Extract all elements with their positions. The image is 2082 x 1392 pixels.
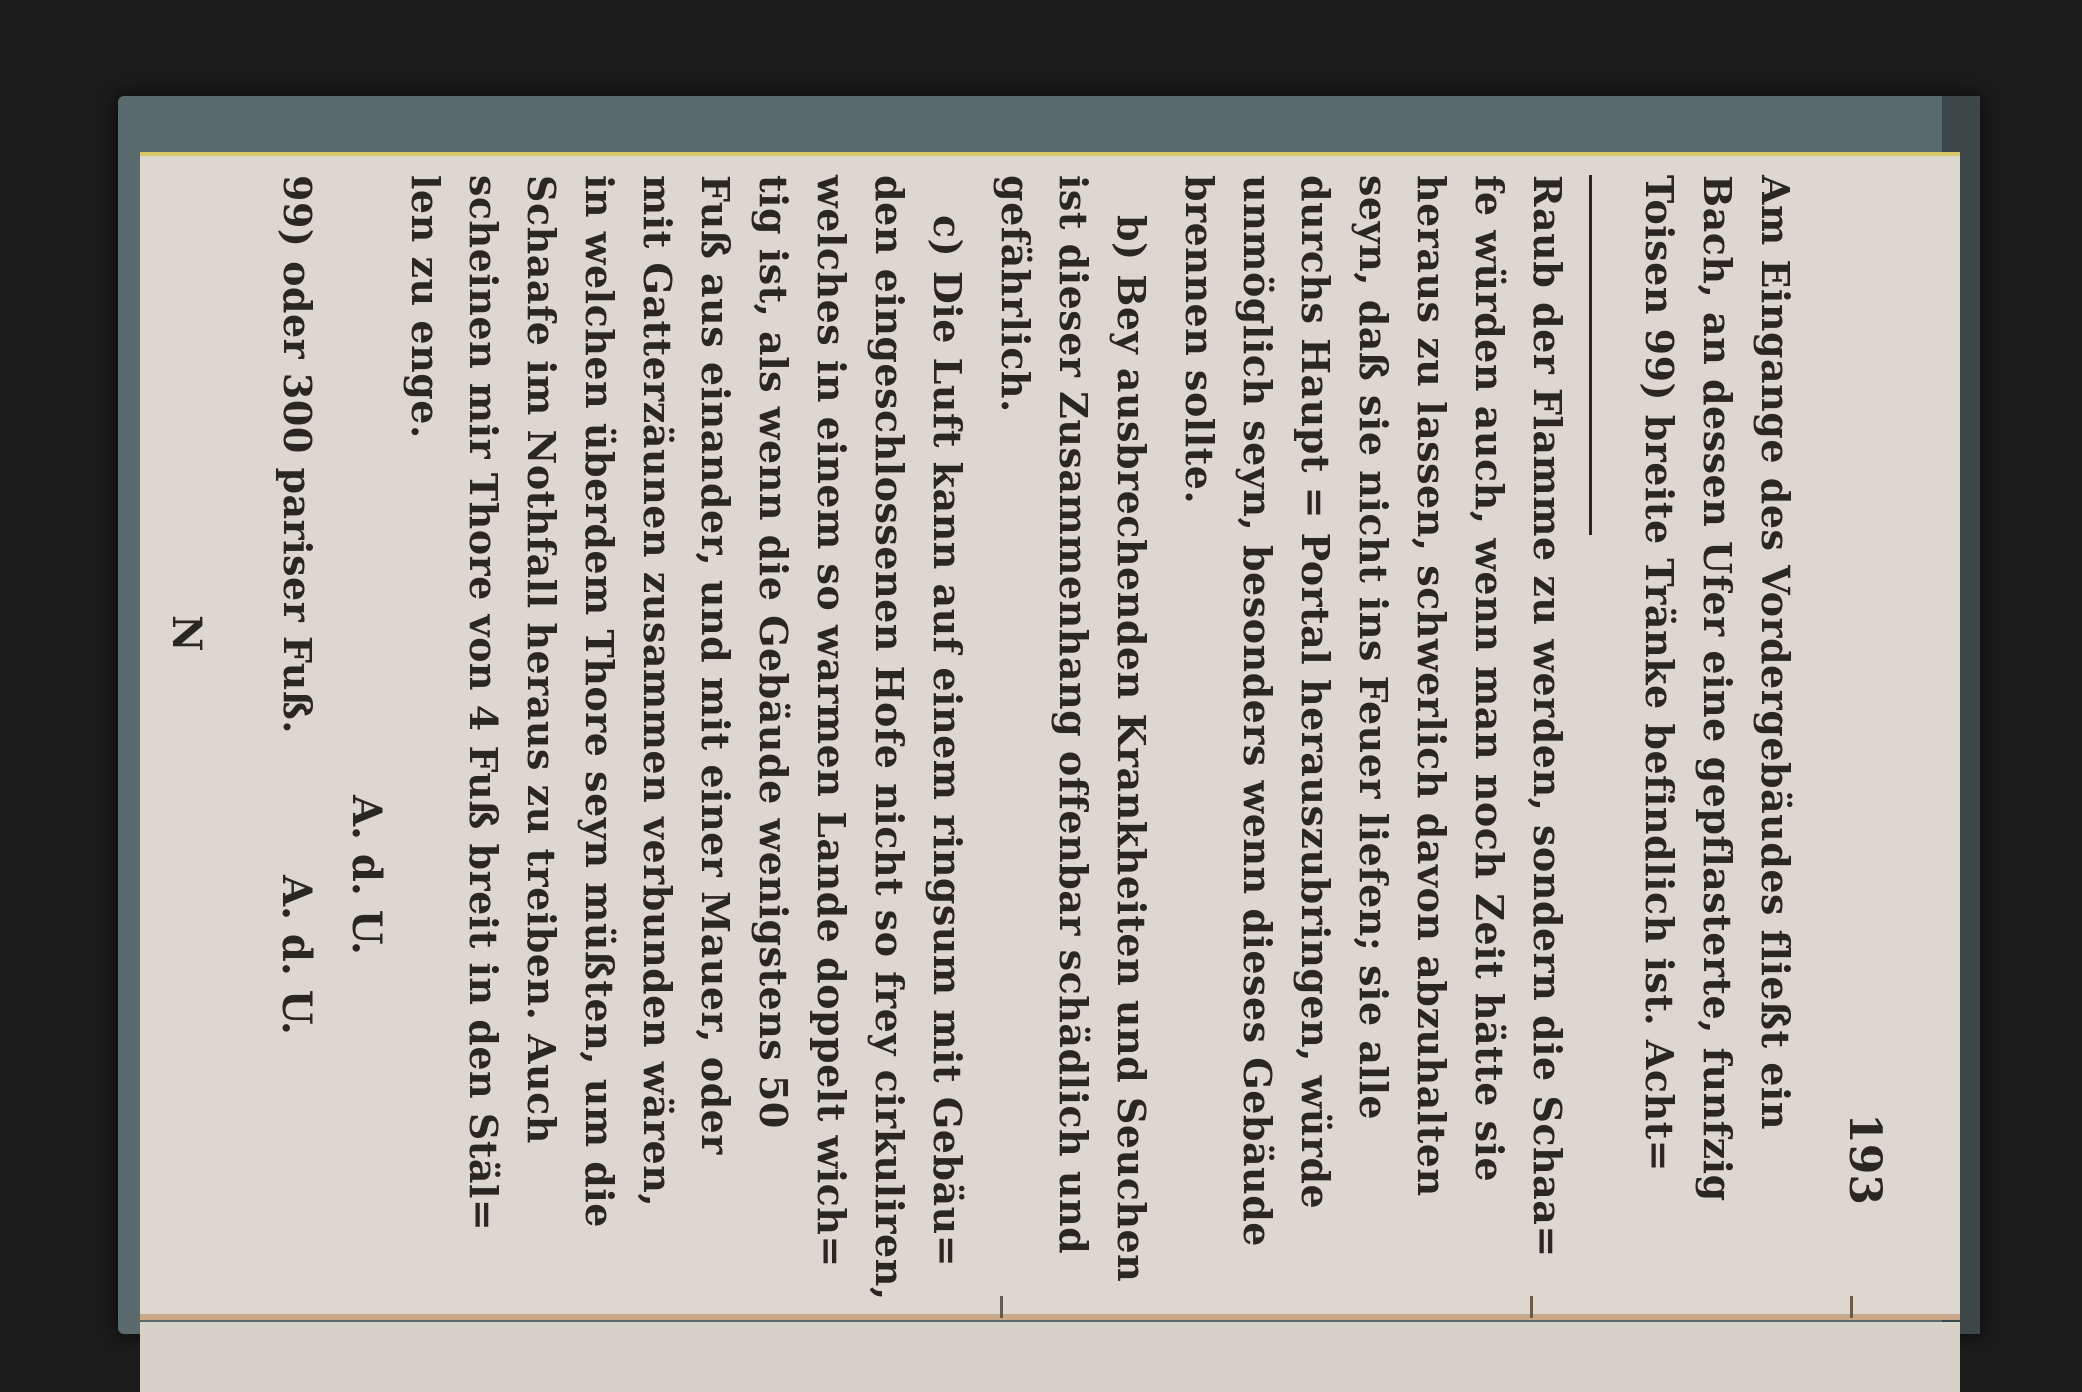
text-line: tig ist, als wenn die Gebäude wenigstens 50 — [751, 175, 796, 1129]
text-line: scheinen mir Thore von 4 Fuß breit in den Stäl= — [461, 175, 506, 1232]
signature-mark: N — [163, 615, 210, 652]
text-line: den eingeschlossenen Hofe nicht so frey cirkuliren, — [867, 175, 912, 1301]
text-line: unmöglich seyn, besonders wenn dieses Gebäude — [1235, 175, 1280, 1247]
book-page-underlying — [140, 1322, 1960, 1392]
text-line: Schaafe im Nothfall heraus zu treiben. Auch — [519, 175, 564, 1144]
text-line: Toisen 99) breite Tränke befindlich ist. Acht= — [1637, 175, 1682, 1172]
text-line: heraus zu lassen, schwerlich davon abzuhalten — [1409, 175, 1454, 1197]
text-line: mit Gatterzäunen zusammen verbunden wären, — [635, 175, 680, 1208]
footnote: 99) oder 300 pariser Fuß. — [275, 175, 320, 734]
text-line: in welchen überdem Thore seyn müßten, um die — [577, 175, 622, 1228]
page-text-block — [130, 175, 1890, 1301]
text-line: brennen sollte. — [1177, 175, 1222, 505]
footnote-separator-rule — [1589, 175, 1592, 535]
text-line: b) Bey ausbrechenden Krankheiten und Seuchen — [1109, 215, 1154, 1283]
author-note-sign: A. d. U. — [343, 795, 390, 955]
text-line: welches in einem so warmen Lande doppelt wich= — [809, 175, 854, 1268]
page-number: 193 — [1839, 1113, 1890, 1205]
text-line: seyn, daß sie nicht ins Feuer liefen; sie alle — [1351, 175, 1396, 1121]
text-line: c) Die Luft kann auf einem ringsum mit Gebäu= — [925, 215, 970, 1268]
text-line: Bach, an dessen Ufer eine gepflasterte, funfzig — [1695, 175, 1740, 1202]
page-edge-mark — [1530, 1296, 1533, 1318]
text-line: gefährlich. — [993, 175, 1038, 413]
page-edge-mark — [1000, 1296, 1003, 1318]
page-edge-mark — [1850, 1296, 1853, 1318]
text-line: Fuß aus einander, und mit einer Mauer, oder — [693, 175, 738, 1155]
text-line: ist dieser Zusammenhang offenbar schädlich und — [1051, 175, 1096, 1255]
text-line: durchs Haupt = Portal herauszubringen, würde — [1293, 175, 1338, 1210]
author-note-sign-footnote: A. d. U. — [273, 875, 320, 1035]
text-line: Raub der Flamme zu werden, sondern die Schaa= — [1525, 175, 1570, 1258]
text-line: Am Eingange des Vordergebäudes fließt ein — [1753, 175, 1798, 1130]
text-line: len zu enge. — [403, 175, 448, 439]
text-line: fe würden auch, wenn man noch Zeit hätte sie — [1467, 175, 1512, 1183]
